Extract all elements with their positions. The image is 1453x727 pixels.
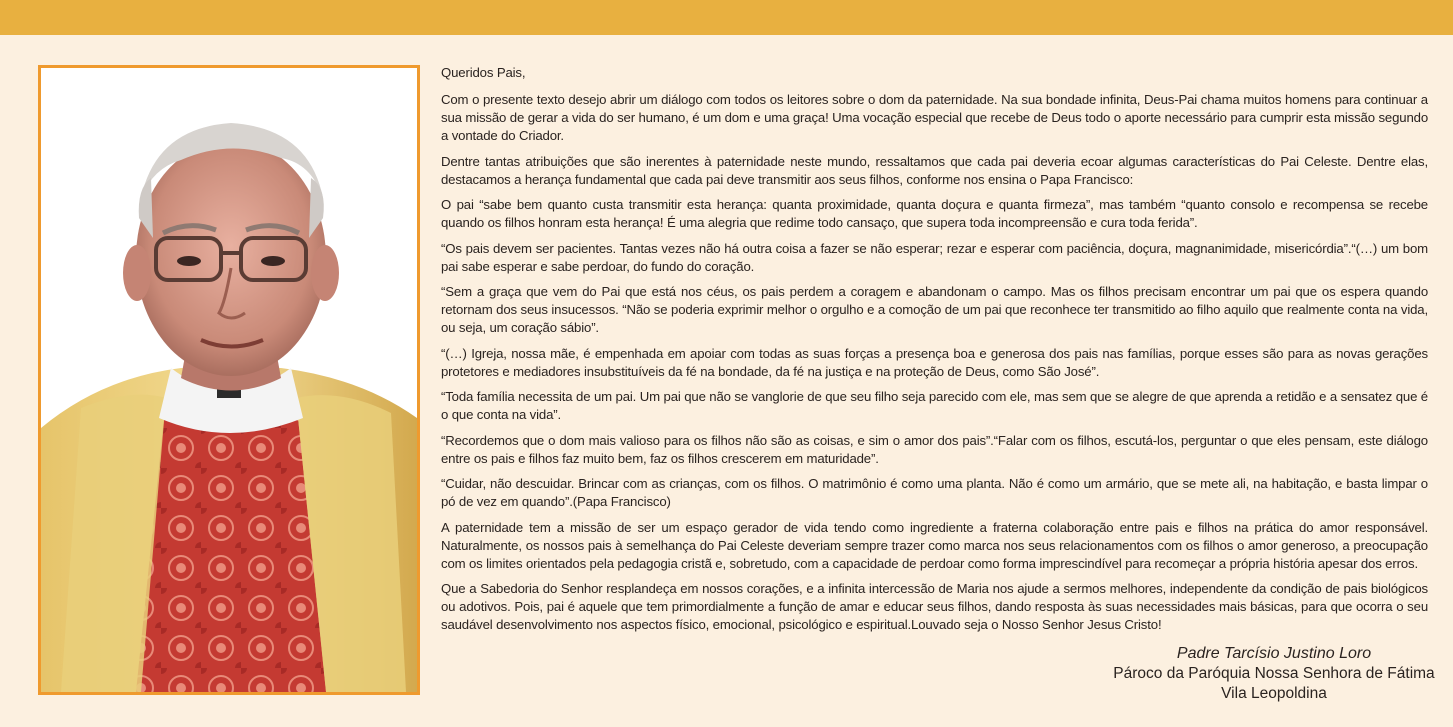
letter-paragraph: “Sem a graça que vem do Pai que está nos céus, os pais perdem a coragem e abandonam o campo. Mas os filhos precisam encontrar um pai que os espera quando retornam dos seus insucessos. “Não se poderia exprimir melhor o orgulho e a comoção de um pai que reconhece ter transmitido ao filho aquilo que realmente conta na vida, ou seja, um coração sábio”. (441, 284, 1428, 335)
signature-role: Pároco da Paróquia Nossa Senhora de Fátima (1113, 665, 1435, 682)
letter-paragraph: “Toda família necessita de um pai. Um pai que não se vanglorie de que seu filho seja parecido com ele, mas sem que se alegre de que aprenda a retidão e a sensatez que é o que conta na vida”. (441, 389, 1428, 422)
letter-paragraph: “Os pais devem ser pacientes. Tantas vezes não há outra coisa a fazer se não esperar; rezar e esperar com paciência, doçura, magnanimidade, misericórdia”.“(…) um bom pai sabe esperar e sabe perdoar, do fundo do coração. (441, 240, 1428, 274)
signature-place: Vila Leopoldina (1221, 685, 1327, 702)
letter-paragraph: A paternidade tem a missão de ser um espaço gerador de vida tendo como ingrediente a fraterna colaboração entre pais e filhos na prática do amor responsável. Naturalmente, os nossos pais à semelhança do Pai Celeste deveriam sempre trazer como marca nos seus relacionamentos com os filhos o amor generoso, a preocupação com os limites orientados pela pedagogia cristã e, sobretudo, com a capacidade de perdoar como forma imprescindível para recomeçar a própria história apesar dos erros. (441, 519, 1428, 571)
priest-portrait-image (41, 68, 417, 692)
signature-block (1100, 644, 1448, 704)
letter-paragraph: “(…) Igreja, nossa mãe, é empenhada em apoiar com todas as suas forças a presença boa e generosa dos pais nas famílias, porque esses são para as novas gerações protetores e mediadores insubstituíveis da fé na bondade, da fé na justiça e na proteção de Deus, como São José”. (441, 345, 1428, 379)
top-band (0, 0, 1453, 35)
letter-paragraph: Dentre tantas atribuições que são inerentes à paternidade neste mundo, ressaltamos que cada pai deveria ecoar algumas características do Pai Celeste. Dentre elas, destacamos a herança fundamental que cada pai deve transmitir aos seus filhos, conforme nos ensina o Papa Francisco: (441, 153, 1428, 187)
letter-greeting: Queridos Pais, (441, 65, 526, 80)
letter-paragraph: Com o presente texto desejo abrir um diálogo com todos os leitores sobre o dom da paternidade. Na sua bondade infinita, Deus-Pai chama muitos homens para continuar a sua missão de gerar a vida do ser humano, é um dom e uma graça! Uma vocação especial que recebe de Deus todo o aporte necessário para cumprir esta missão segundo a vontade do Criador. (441, 92, 1428, 143)
letter-body (441, 64, 1428, 642)
letter-paragraph: O pai “sabe bem quanto custa transmitir esta herança: quanta proximidade, quanta doçura e quanta firmeza”, mas também “quanto consolo e recompensa se recebe quando os filhos honram esta herança! É uma alegria que redime todo cansaço, que supera toda incompreensão e cura toda ferida”. (441, 197, 1428, 230)
letter-paragraph: “Cuidar, não descuidar. Brincar com as crianças, com os filhos. O matrimônio é como uma planta. Não é como um armário, que se mete ali, na habitação, e basta limpar o pó de vez em quando”.(Papa Francisco) (441, 476, 1428, 509)
signature-name: Padre Tarcísio Justino Loro (1176, 645, 1372, 662)
letter-paragraph: “Recordemos que o dom mais valioso para os filhos não são as coisas, e sim o amor dos pais”.“Falar com os filhos, escutá-los, perguntar o que eles pensam, este diálogo entre os pais e filhos faz muito bem, faz os filhos crescerem em maturidade”. (441, 432, 1428, 466)
letter-paragraph: Que a Sabedoria do Senhor resplandeça em nossos corações, e a infinita intercessão de Maria nos ajude a sermos melhores, independente da condição de pais biológicos ou adotivos. Pois, pai é aquele que tem primordialmente a função de amar e educar seus filhos, dando resposta às suas necessidades mais básicas, para que ocorra o seu saudável desenvolvimento nos aspectos físico, emocional, psicológico e espiritual.Louvado seja o Nosso Senhor Jesus Cristo! (441, 581, 1428, 632)
priest-photo (38, 65, 420, 695)
